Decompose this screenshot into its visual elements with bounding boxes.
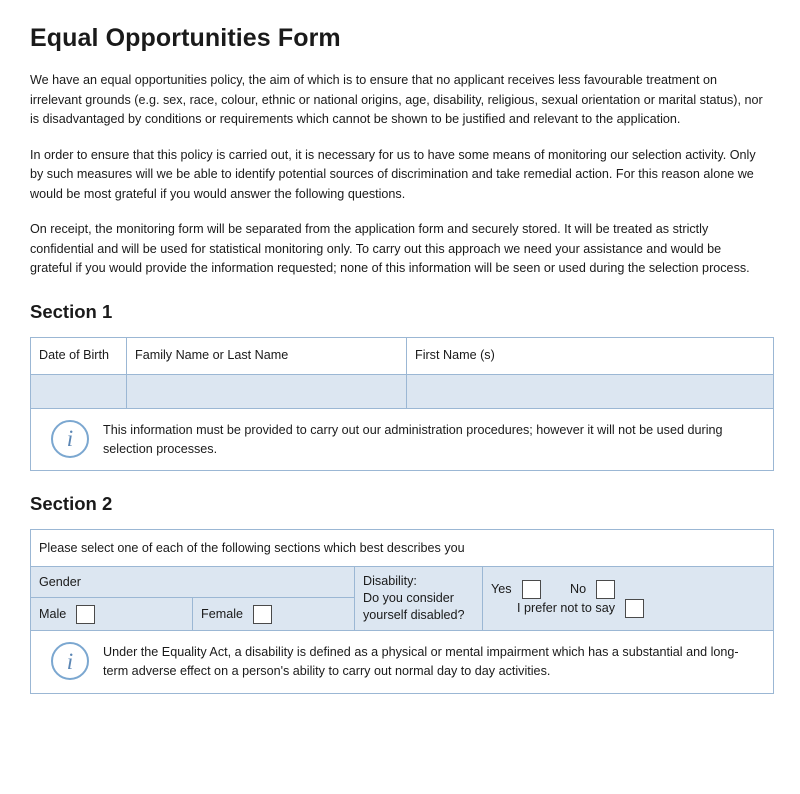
- info-icon: i: [51, 642, 89, 680]
- gender-option-male[interactable]: [31, 598, 193, 631]
- section-2-note-cell: [31, 631, 774, 694]
- table-row: [31, 408, 774, 471]
- intro-paragraph-3: On receipt, the monitoring form will be separated from the application form and securely stored. It will be treated as strictly confidential and will be used for statistical monitoring only. To carry out this approach we need your assistance and would be grateful if you would provide the information requested; none of this information will be seen or used during the selection process.: [30, 222, 750, 276]
- disability-label-line-3: yourself disabled?: [363, 608, 465, 623]
- section-2-table: [30, 529, 774, 694]
- disability-question: [355, 567, 483, 631]
- disability-prefer-not-to-say-checkbox[interactable]: [625, 599, 644, 618]
- first-name-field[interactable]: [407, 374, 774, 408]
- intro-paragraph-2: In order to ensure that this policy is carried out, it is necessary for us to have some means of monitoring our selection activity. Only by such measures will we be able to identify potential sources of discrimination and take remedial action. For this reason alone we would be most grateful if you would answer the following questions.: [30, 147, 756, 201]
- section-2-instruction: Please select one of each of the following sections which best describes you: [31, 530, 774, 567]
- disability-no-checkbox[interactable]: [596, 580, 615, 599]
- info-icon: i: [51, 420, 89, 458]
- intro-paragraph-1: We have an equal opportunities policy, the aim of which is to ensure that no applicant receives less favourable treatment on irrelevant grounds (e.g. sex, race, colour, ethnic or national origins, age, disability, religious, sexual orientation or marital status), nor is disadvantaged by conditions or requirements which cannot be shown to be justified and relevant to the application.: [30, 73, 763, 127]
- disability-options-cell: [483, 567, 774, 631]
- disability-label-line-2: Do you consider: [363, 591, 455, 606]
- disability-option-yes-label: Yes: [491, 581, 512, 596]
- column-header-family-name: Family Name or Last Name: [127, 337, 407, 374]
- section-1-heading: Section 1: [30, 300, 113, 322]
- gender-option-female-label: Female: [201, 606, 243, 621]
- gender-label: Gender: [31, 567, 355, 598]
- gender-male-checkbox[interactable]: [76, 605, 95, 624]
- section-1-note-cell: [31, 408, 774, 471]
- table-row: [31, 530, 774, 567]
- disability-option-no-label: No: [570, 581, 587, 596]
- date-of-birth-field[interactable]: [31, 374, 127, 408]
- table-row[interactable]: [31, 374, 774, 408]
- table-row: [31, 337, 774, 374]
- family-name-field[interactable]: [127, 374, 407, 408]
- column-header-first-name: First Name (s): [407, 337, 774, 374]
- disability-option-yes[interactable]: [491, 580, 541, 599]
- table-row: [31, 567, 774, 598]
- gender-female-checkbox[interactable]: [253, 605, 272, 624]
- disability-option-no[interactable]: [570, 580, 615, 599]
- section-1-table: [30, 337, 774, 472]
- section-1-note-text: This information must be provided to carry out our administration procedures; however it will not be used during selection processes.: [103, 422, 723, 456]
- disability-yes-checkbox[interactable]: [522, 580, 541, 599]
- section-2-heading: Section 2: [30, 493, 113, 515]
- gender-option-male-label: Male: [39, 606, 67, 621]
- section-2-note-text: Under the Equality Act, a disability is defined as a physical or mental impairment which has a substantial and long-term adverse effect on a person's ability to carry out normal day to day activities.: [103, 645, 739, 679]
- page-title: Equal Opportunities Form: [30, 24, 341, 52]
- disability-label-line-1: Disability:: [363, 574, 417, 589]
- gender-option-female[interactable]: [193, 598, 355, 631]
- column-header-date-of-birth: Date of Birth: [31, 337, 127, 374]
- disability-option-prefer-not-to-say-label: I prefer not to say: [517, 600, 616, 615]
- disability-option-prefer-not-to-say[interactable]: [517, 599, 644, 618]
- table-row: [31, 631, 774, 694]
